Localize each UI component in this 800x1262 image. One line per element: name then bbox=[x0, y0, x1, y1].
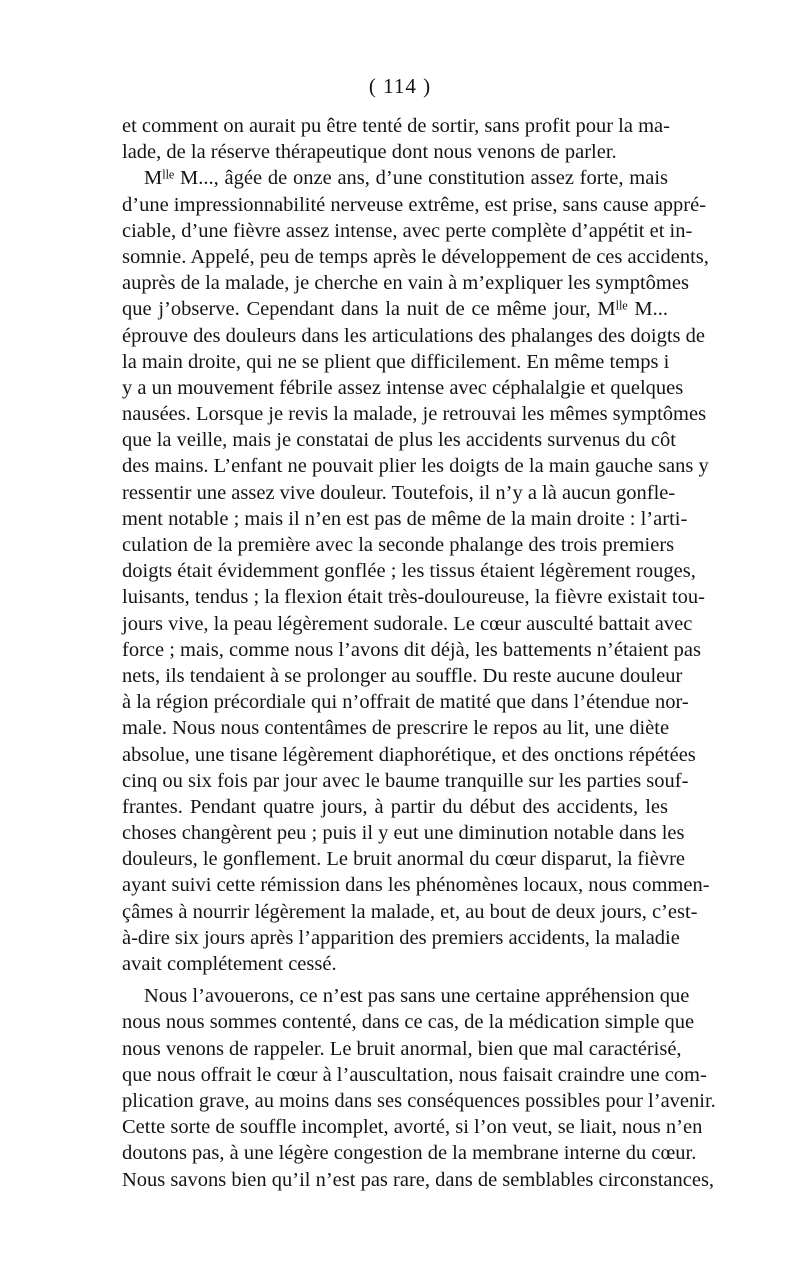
text-line: nets, ils tendaient à se prolonger au souffle. Du reste aucune douleur bbox=[122, 664, 683, 687]
text-line: éprouve des douleurs dans les articulations des phalanges des doigts de bbox=[122, 324, 705, 347]
text-line: cinq ou six fois par jour avec le baume tranquille sur les parties souf- bbox=[122, 769, 689, 792]
text-line: à la région précordiale qui n’offrait de matité que dans l’étendue nor- bbox=[122, 691, 689, 714]
text-line: Cette sorte de souffle incomplet, avorté, si l’on veut, se liait, nous n’en bbox=[122, 1116, 703, 1139]
text-line: frantes. Pendant quatre jours, à partir du début des accidents, les bbox=[122, 795, 668, 818]
text-line: douleurs, le gonflement. Le bruit anormal du cœur disparut, la fièvre bbox=[122, 848, 685, 871]
text-line: doigts était évidemment gonflée ; les tissus étaient légèrement rouges, bbox=[122, 560, 696, 583]
text-line: nous venons de rappeler. Le bruit anormal, bien que mal caractérisé, bbox=[122, 1037, 682, 1060]
text-line: nausées. Lorsque je revis la malade, je retrouvai les mêmes symptômes bbox=[122, 403, 707, 426]
text-line: avait complétement cessé. bbox=[122, 953, 337, 975]
text-line: que nous offrait le cœur à l’auscultation, nous faisait craindre une com- bbox=[122, 1063, 707, 1086]
body-text bbox=[122, 113, 716, 1193]
text-line: ment notable ; mais il n’en est pas de même de la main droite : l’arti- bbox=[122, 507, 688, 530]
text-line: force ; mais, comme nous l’avons dit déjà, les battements n’étaient pas bbox=[122, 638, 701, 661]
text-line: que j’observe. Cependant dans la nuit de ce même jour, Mˡˡᵉ M... bbox=[122, 298, 668, 321]
text-line: ressentir une assez vive douleur. Toutefois, il n’y a là aucun gonfle- bbox=[122, 481, 676, 504]
text-line: et comment on aurait pu être tenté de sortir, sans profit pour la ma- bbox=[122, 115, 670, 137]
text-line: des mains. L’enfant ne pouvait plier les doigts de la main gauche sans y bbox=[122, 455, 709, 478]
text-line: male. Nous nous contentâmes de prescrire le repos au lit, une diète bbox=[122, 717, 670, 740]
text-line: culation de la première avec la seconde phalange des trois premiers bbox=[122, 534, 675, 556]
text-line: d’une impressionnabilité nerveuse extrême, est prise, sans cause appré- bbox=[122, 193, 707, 216]
text-line: nous nous sommes contenté, dans ce cas, de la médication simple que bbox=[122, 1011, 695, 1034]
text-line: Mˡˡᵉ M..., âgée de onze ans, d’une constitution assez forte, mais bbox=[144, 167, 668, 190]
text-line: à-dire six jours après l’apparition des premiers accidents, la maladie bbox=[122, 926, 680, 949]
text-line: luisants, tendus ; la flexion était très-douloureuse, la fièvre existait tou- bbox=[122, 586, 705, 609]
page-number: ( 114 ) bbox=[368, 74, 432, 98]
text-line: lade, de la réserve thérapeutique dont nous venons de parler. bbox=[122, 141, 617, 164]
text-line: auprès de la malade, je cherche en vain à m’expliquer les symptômes bbox=[122, 272, 689, 295]
paragraph bbox=[122, 165, 710, 977]
text-line: somnie. Appelé, peu de temps après le développement de ces accidents, bbox=[122, 245, 709, 268]
paragraph bbox=[122, 113, 668, 165]
text-line: Nous savons bien qu’il n’est pas rare, dans de semblables circonstances, bbox=[122, 1168, 715, 1191]
paragraph bbox=[122, 983, 716, 1193]
text-line: ayant suivi cette rémission dans les phénomènes locaux, nous commen- bbox=[122, 874, 710, 897]
text-line: que la veille, mais je constatai de plus les accidents survenus du côt bbox=[122, 429, 676, 452]
text-line: absolue, une tisane légèrement diaphorétique, et des onctions répétées bbox=[122, 743, 696, 766]
text-line: çâmes à nourrir légèrement la malade, et, au bout de deux jours, c’est- bbox=[122, 900, 698, 923]
text-line: choses changèrent peu ; puis il y eut une diminution notable dans les bbox=[122, 822, 685, 845]
text-line: jours vive, la peau légèrement sudorale. Le cœur ausculté battait avec bbox=[122, 612, 693, 635]
text-line: doutons pas, à une légère congestion de la membrane interne du cœur. bbox=[122, 1142, 697, 1165]
text-line: plication grave, au moins dans ses conséquences possibles pour l’avenir. bbox=[122, 1089, 716, 1112]
text-line: ciable, d’une fièvre assez intense, avec perte complète d’appétit et in- bbox=[122, 219, 693, 242]
text-line: y a un mouvement fébrile assez intense avec céphalalgie et quelques bbox=[122, 376, 684, 399]
text-line: Nous l’avouerons, ce n’est pas sans une certaine appréhension que bbox=[144, 985, 690, 1008]
text-line: la main droite, qui ne se plient que difficilement. En même temps i bbox=[122, 350, 670, 373]
